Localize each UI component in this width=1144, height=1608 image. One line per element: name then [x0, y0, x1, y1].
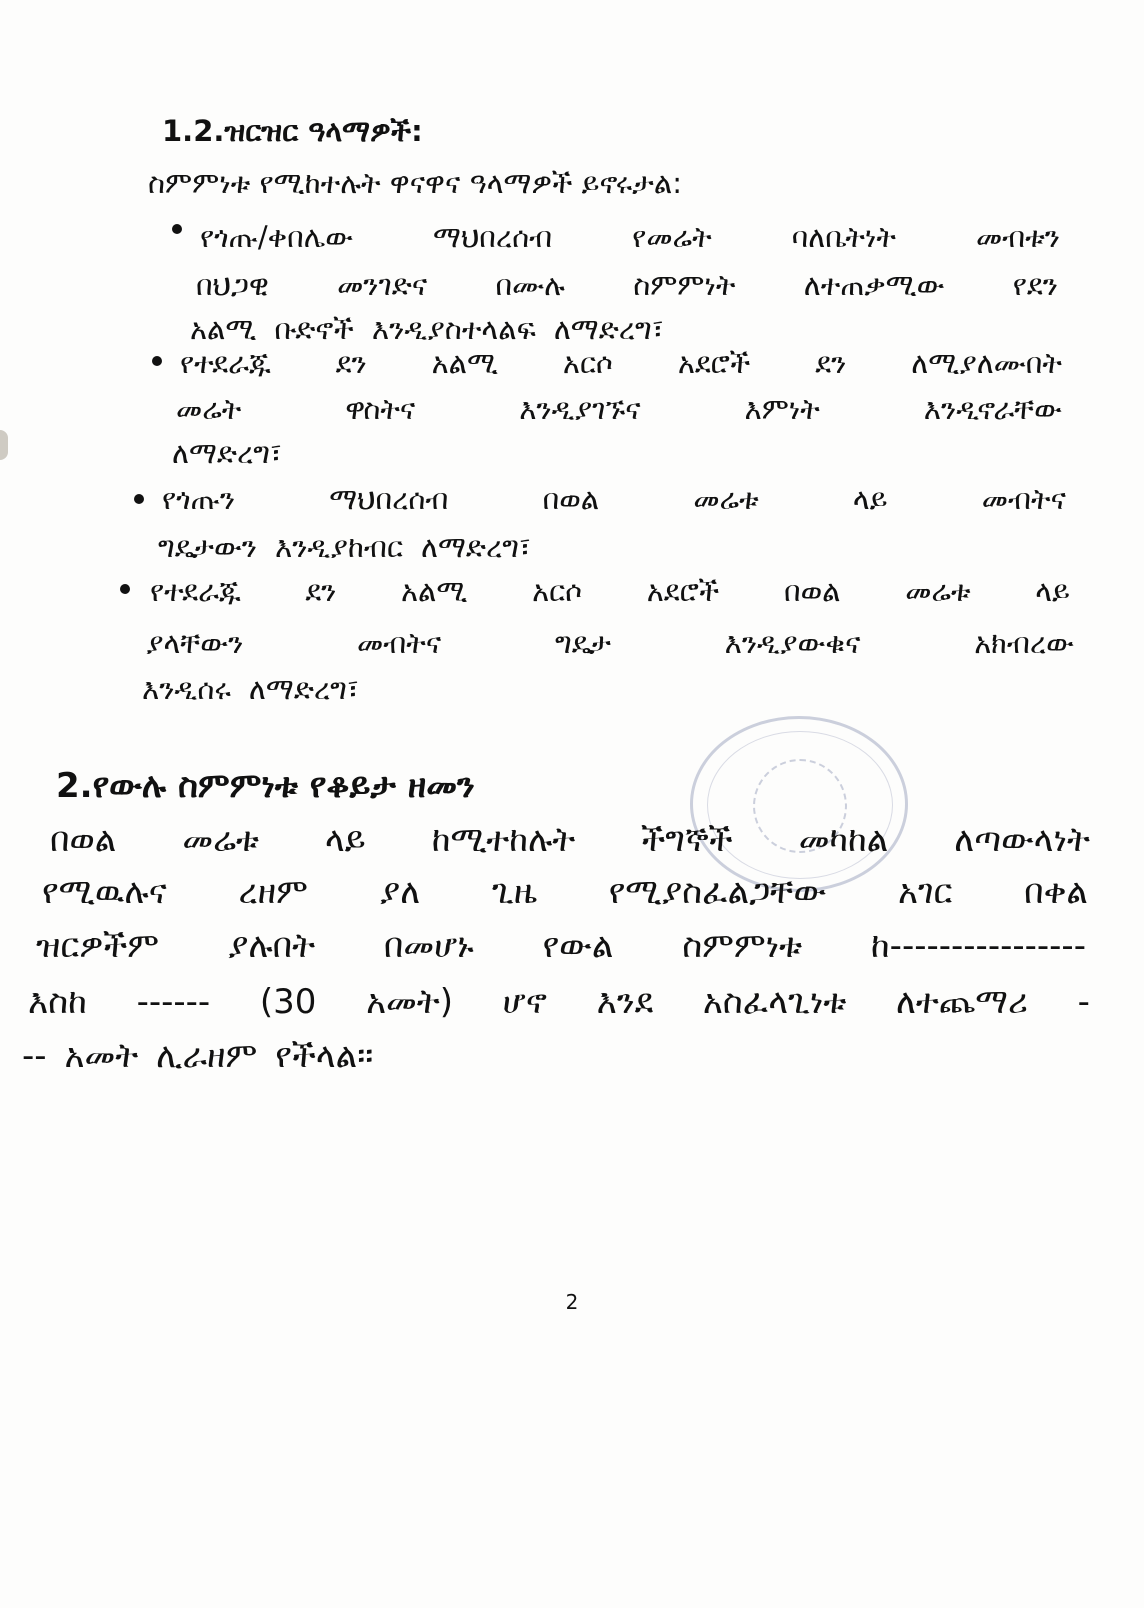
word: ከ---------------- [870, 926, 1086, 966]
word: አመት [64, 1036, 139, 1076]
bullet-line [180, 346, 1062, 381]
word: ለማድረግ፣ [248, 672, 359, 706]
word: ስምምነቱ [682, 926, 803, 966]
bullet-line [190, 312, 682, 347]
paragraph-line [28, 982, 1090, 1022]
word: እምነት [744, 392, 820, 426]
word: ------ [136, 982, 211, 1022]
word: በቀል [1024, 872, 1088, 912]
word: መሬቱ [905, 574, 971, 608]
word: አክብረው [974, 626, 1074, 660]
word: - [1077, 982, 1090, 1022]
bullet-line [200, 220, 1060, 255]
word: ደን [335, 346, 367, 380]
word: አደሮች [677, 346, 751, 380]
official-stamp [690, 716, 908, 892]
word: ያላቸውን [146, 626, 244, 660]
word: ዋስትና [345, 392, 416, 426]
word: ሆኖ [502, 982, 547, 1022]
word: ባለቤትነት [791, 220, 896, 254]
word: የውል [542, 926, 614, 966]
word: ስምምነት [633, 268, 736, 302]
word: እንደ [596, 982, 654, 1022]
word: ማህበረሰብ [433, 220, 553, 254]
word: የመሬት [632, 220, 712, 254]
word: ለሚያለሙበት [911, 346, 1062, 380]
word: በወል [783, 574, 841, 608]
paragraph-line [36, 926, 1086, 966]
word: መሬቱ [693, 482, 759, 516]
word: የሚዉሉና [42, 872, 167, 912]
word: ረዘም [238, 872, 308, 912]
word: አልሚ [401, 574, 468, 608]
word: ጊዜ [491, 872, 537, 912]
word: ችግኞች [641, 820, 733, 860]
word: ያለ [379, 872, 421, 912]
paragraph-line [50, 820, 1090, 860]
bullet-line [142, 672, 377, 707]
bullet-line [158, 530, 549, 565]
word: እንዲኖራቸው [923, 392, 1062, 426]
word: በሙሉ [495, 268, 565, 302]
bullet-line [146, 626, 1074, 661]
word: የሚያስፈልጋቸው [608, 872, 827, 912]
edge-mark [0, 430, 8, 460]
word: መሬት [176, 392, 242, 426]
word: ለማድረግ፣ [172, 436, 282, 470]
word: እስከ [28, 982, 87, 1022]
bullet-line [176, 392, 1062, 427]
word: የጎጡን [162, 482, 236, 516]
word: በመሆኑ [383, 926, 474, 966]
word: የችላል፡፡ [275, 1036, 374, 1076]
word: ያሉበት [227, 926, 316, 966]
word: መብቱን [975, 220, 1060, 254]
word: መብትና [981, 482, 1066, 516]
word: ዝርዎችም [36, 926, 160, 966]
word: ለማድረግ፣ [420, 530, 531, 564]
word: መካከል [798, 820, 889, 860]
word: ላይ [325, 820, 366, 860]
paragraph-line [42, 872, 1088, 912]
word: ግዴታ [554, 626, 611, 660]
word: አልሚ [431, 346, 498, 380]
word: አርሶ [532, 574, 583, 608]
word: አልሚ [190, 312, 257, 346]
word: ለማድረግ፣ [553, 312, 664, 346]
word: እንዲያስተላልፍ [371, 312, 536, 346]
word: -- [22, 1036, 47, 1076]
word: በወል [50, 820, 117, 860]
word: እንዲያከብር [275, 530, 403, 564]
bullet-dot [172, 224, 182, 234]
word: አገር [898, 872, 953, 912]
word: የተደራጁ [150, 574, 241, 608]
bullet-dot [120, 584, 130, 594]
word: አደሮች [646, 574, 720, 608]
section-1-2-intro: ስምምነቱ የሚከተሉት ዋናዋና ዓላማዎች ይኖሩታል: [148, 166, 683, 200]
word: መሬቱ [182, 820, 259, 860]
word: ግዴታውን [158, 530, 258, 564]
bullet-dot [134, 494, 144, 504]
word: አርሶ [562, 346, 613, 380]
word: አመት) [366, 982, 453, 1022]
word: መንገድና [337, 268, 428, 302]
page-number: 2 [565, 1290, 579, 1314]
word: አስፈላጊነቱ [702, 982, 847, 1022]
word: እንዲሰሩ [142, 672, 231, 706]
word: በወል [542, 482, 600, 516]
bullet-dot [152, 356, 162, 366]
word: ለጣውላነት [954, 820, 1090, 860]
word: ማህበረሰብ [329, 482, 449, 516]
word: የጎጡ/ቀበሌው [200, 220, 354, 254]
word: ለተጠቃሚው [803, 268, 945, 302]
word: በህጋዊ [196, 268, 269, 302]
section-1-2-heading: 1.2.ዝርዝር ዓላማዎች: [162, 114, 423, 148]
bullet-line [196, 268, 1058, 303]
bullet-line [150, 574, 1070, 609]
word: (30 [259, 982, 317, 1022]
word: ከሚተከሉት [431, 820, 576, 860]
word: የተደራጁ [180, 346, 271, 380]
section-2-heading: 2.የውሉ ስምምነቱ የቆይታ ዘመን [56, 766, 475, 806]
paragraph-line [22, 1036, 391, 1076]
word: መብትና [357, 626, 442, 660]
word: ቡድኖች [274, 312, 354, 346]
bullet-line [162, 482, 1066, 517]
word: እንዲያገኙና [519, 392, 641, 426]
word: የደን [1012, 268, 1058, 302]
word: ለተጨማሪ [895, 982, 1028, 1022]
word: ላይ [1035, 574, 1070, 608]
word: እንዲያውቁና [724, 626, 861, 660]
word: ላይ [852, 482, 888, 516]
word: ደን [815, 346, 847, 380]
word: ሊራዘም [156, 1036, 258, 1076]
bullet-line [172, 436, 300, 471]
word: ደን [305, 574, 337, 608]
